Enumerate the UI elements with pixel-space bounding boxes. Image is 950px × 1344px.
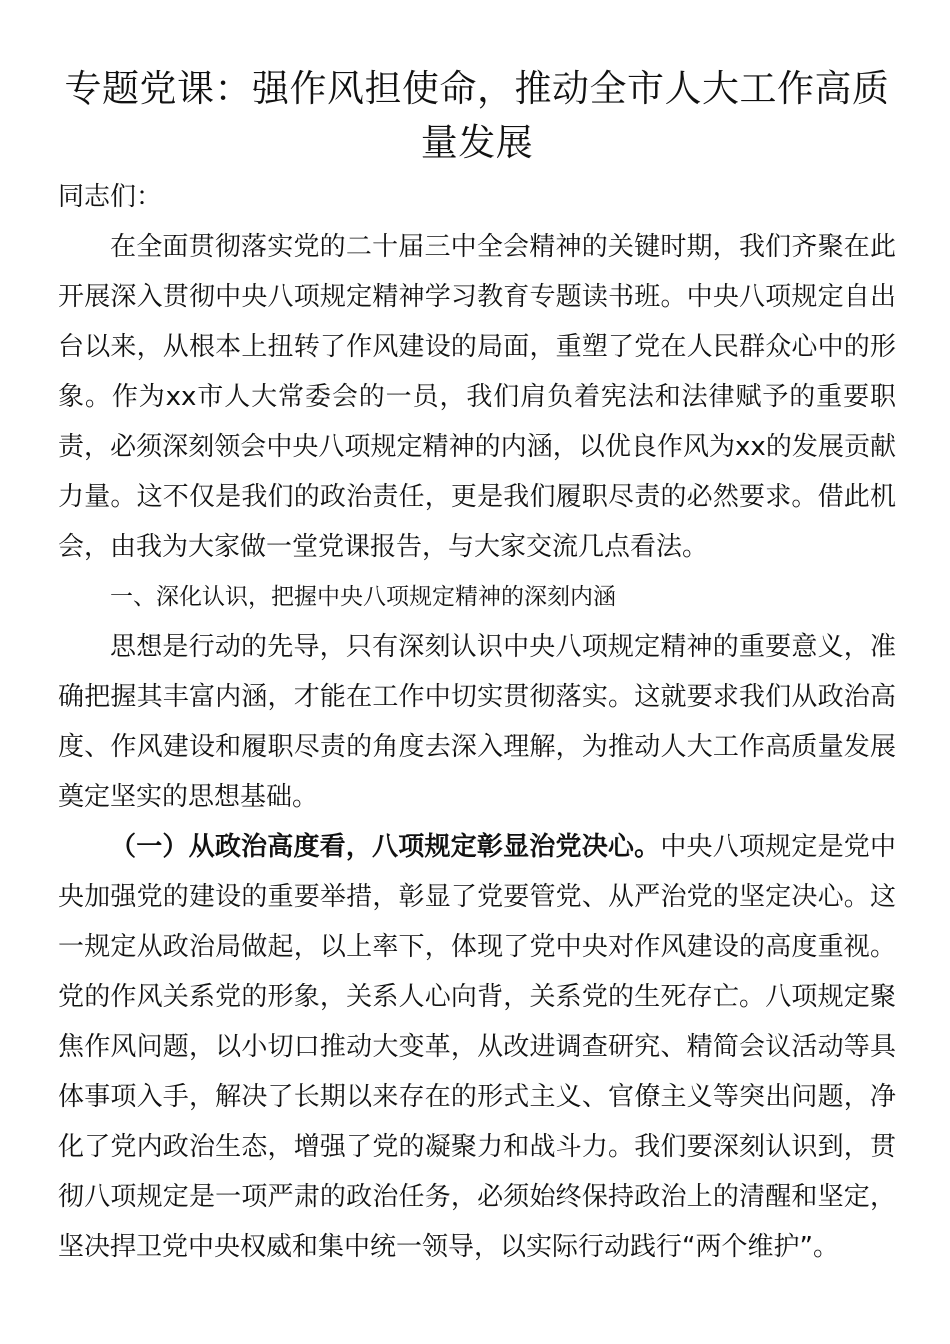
point-lead: （一）从政治高度看，八项规定彰显治党决心。: [110, 832, 661, 862]
greeting: 同志们：: [58, 182, 163, 212]
point-body: 中央八项规定是党中央加强党的建设的重要举措，彰显了党要管党、从严治党的坚定决心。这一规定从政治局做起，以上率下，体现了党中央对作风建设的高度重视。党的作风关系党的形象，关系人心向背，关系党的生死存亡。八项规定聚焦作风问题，以小切口推动大变革，从改进调查研究、精简会议活动等具体事项入手，解决了长期以来存在的形式主义、官僚主义等突出问题，净化了党内政治生态，增强了党的凝聚力和战斗力。我们要深刻认识到，贯彻八项规定是一项严肃的政治任务，必须始终保持政治上的清醒和坚定，坚决捍卫党中央权威和集中统一领导，以实际行动践行“两个维护”。: [58, 832, 896, 1262]
document-page: [58, 62, 896, 1272]
intro-paragraph: 在全面贯彻落实党的二十届三中全会精神的关键时期，我们齐聚在此开展深入贯彻中央八项规定精神学习教育专题读书班。中央八项规定自出台以来，从根本上扭转了作风建设的局面，重塑了党在人民群众心中的形象。作为xx市人大常委会的一员，我们肩负着宪法和法律赋予的重要职责，必须深刻领会中央八项规定精神的内涵，以优良作风为xx的发展贡献力量。这不仅是我们的政治责任，更是我们履职尽责的必然要求。借此机会，由我为大家做一堂党课报告，与大家交流几点看法。: [58, 232, 896, 562]
section-heading: 一、深化认识，把握中央八项规定精神的深刻内涵: [110, 584, 616, 610]
point-paragraph: [58, 822, 896, 1272]
document-title: 专题党课：强作风担使命，推动全市人大工作高质量发展: [64, 67, 890, 164]
section-intro-paragraph: 思想是行动的先导，只有深刻认识中央八项规定精神的重要意义，准确把握其丰富内涵，才能在工作中切实贯彻落实。这就要求我们从政治高度、作风建设和履职尽责的角度去深入理解，为推动人大工作高质量发展奠定坚实的思想基础。: [58, 632, 896, 812]
